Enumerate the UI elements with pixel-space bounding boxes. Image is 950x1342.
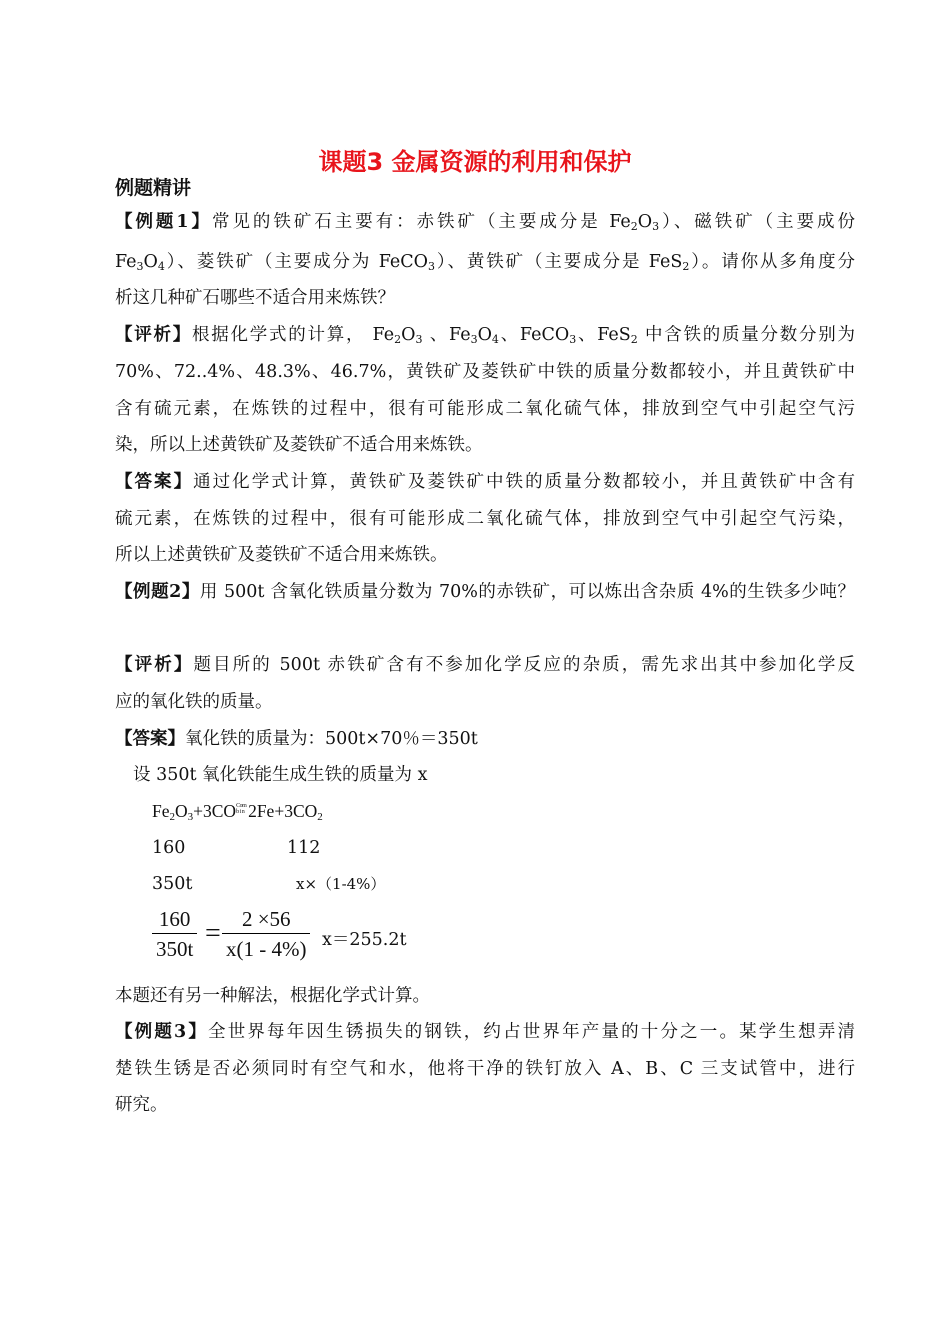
ex1-line3: 析这几种矿石哪些不适合用来炼铁？	[115, 288, 395, 308]
fraction-left: $\frac{160}{350t}$	[152, 905, 197, 964]
ana1-line2: 70%、72..4%、48.3%、46.7%，黄铁矿及菱铁矿中铁的质量分数都较小，并且黄铁矿中	[115, 362, 855, 382]
ana2-line2: 应的氧化铁的质量。	[115, 692, 273, 712]
fraction-right: $\frac{2 \times 56}{x(1 - 4\%)}$	[222, 905, 310, 964]
ex2-line1: 【例题2】用 500t 含氧化铁质量分数为 70%的赤铁矿，可以炼出含杂质 4%的生铁多少吨？	[115, 582, 855, 602]
section-heading: 例题精讲	[115, 177, 192, 199]
ex3-line3: 研究。	[115, 1095, 168, 1115]
equals-sign: =	[205, 918, 221, 949]
ana2-line1: 【评析】题目所的 500t 赤铁矿含有不参加化学反应的杂质，需先求出其中参加化学反	[115, 655, 855, 675]
mass-ratio-1: 160	[152, 838, 186, 858]
mass-ratio-2: 112	[287, 838, 321, 858]
actual-mass-2: x×（1-4%）	[296, 875, 386, 893]
ans1-line3: 所以上述黄铁矿及菱铁矿不适合用来炼铁。	[115, 545, 448, 565]
ex3-line2: 楚铁生锈是否必须同时有空气和水，他将干净的铁钉放入 A、B、C 三支试管中，进行	[115, 1059, 855, 1079]
result: x＝255.2t	[322, 930, 407, 950]
ans2-assume: 设 350t 氧化铁能生成生铁的质量为 x	[133, 765, 428, 785]
ans2-line1: 【答案】氧化铁的质量为：500t×70％＝350t	[115, 729, 478, 749]
alt-method: 本题还有另一种解法，根据化学式计算。	[115, 986, 430, 1006]
ans1-line1: 【答案】通过化学式计算，黄铁矿及菱铁矿中铁的质量分数都较小，并且黄铁矿中含有	[115, 472, 855, 492]
ex1-line2: $Fe_3O_4$）、菱铁矿（主要成分为 FeCO$_3$）、黄铁矿（主要成分是 FeS$_2$）。请你从多角度分	[115, 252, 856, 273]
ana1-line4: 染，所以上述黄铁矿及菱铁矿不适合用来炼铁。	[115, 435, 483, 455]
ana1-line3: 含有硫元素，在炼铁的过程中，很有可能形成二氧化硫气体，排放到空气中引起空气污	[115, 399, 855, 419]
chemical-equation: $Fe_2O_3+3COCom$ b i n $2Fe+3CO_2$	[152, 801, 323, 823]
ex1-line1: 【例题1】常见的铁矿石主要有：赤铁矿（主要成分是 $Fe_2O_3$）、磁铁矿（主要成份	[115, 212, 856, 233]
reaction-condition: Com b i n	[236, 803, 247, 815]
ana1-line1: 【评析】根据化学式的计算， $Fe_2O_3$ 、$Fe_3O_4$、FeCO$_3$、FeS$_2$ 中含铁的质量分数分别为	[115, 325, 856, 346]
page-title: 课题3 金属资源的利用和保护	[318, 148, 632, 176]
ex3-line1: 【例题3】全世界每年因生锈损失的钢铁，约占世界年产量的十分之一。某学生想弄清	[115, 1022, 855, 1042]
actual-mass-1: 350t	[152, 874, 193, 894]
ans1-line2: 硫元素，在炼铁的过程中，很有可能形成二氧化硫气体，排放到空气中引起空气污染，	[115, 509, 855, 529]
